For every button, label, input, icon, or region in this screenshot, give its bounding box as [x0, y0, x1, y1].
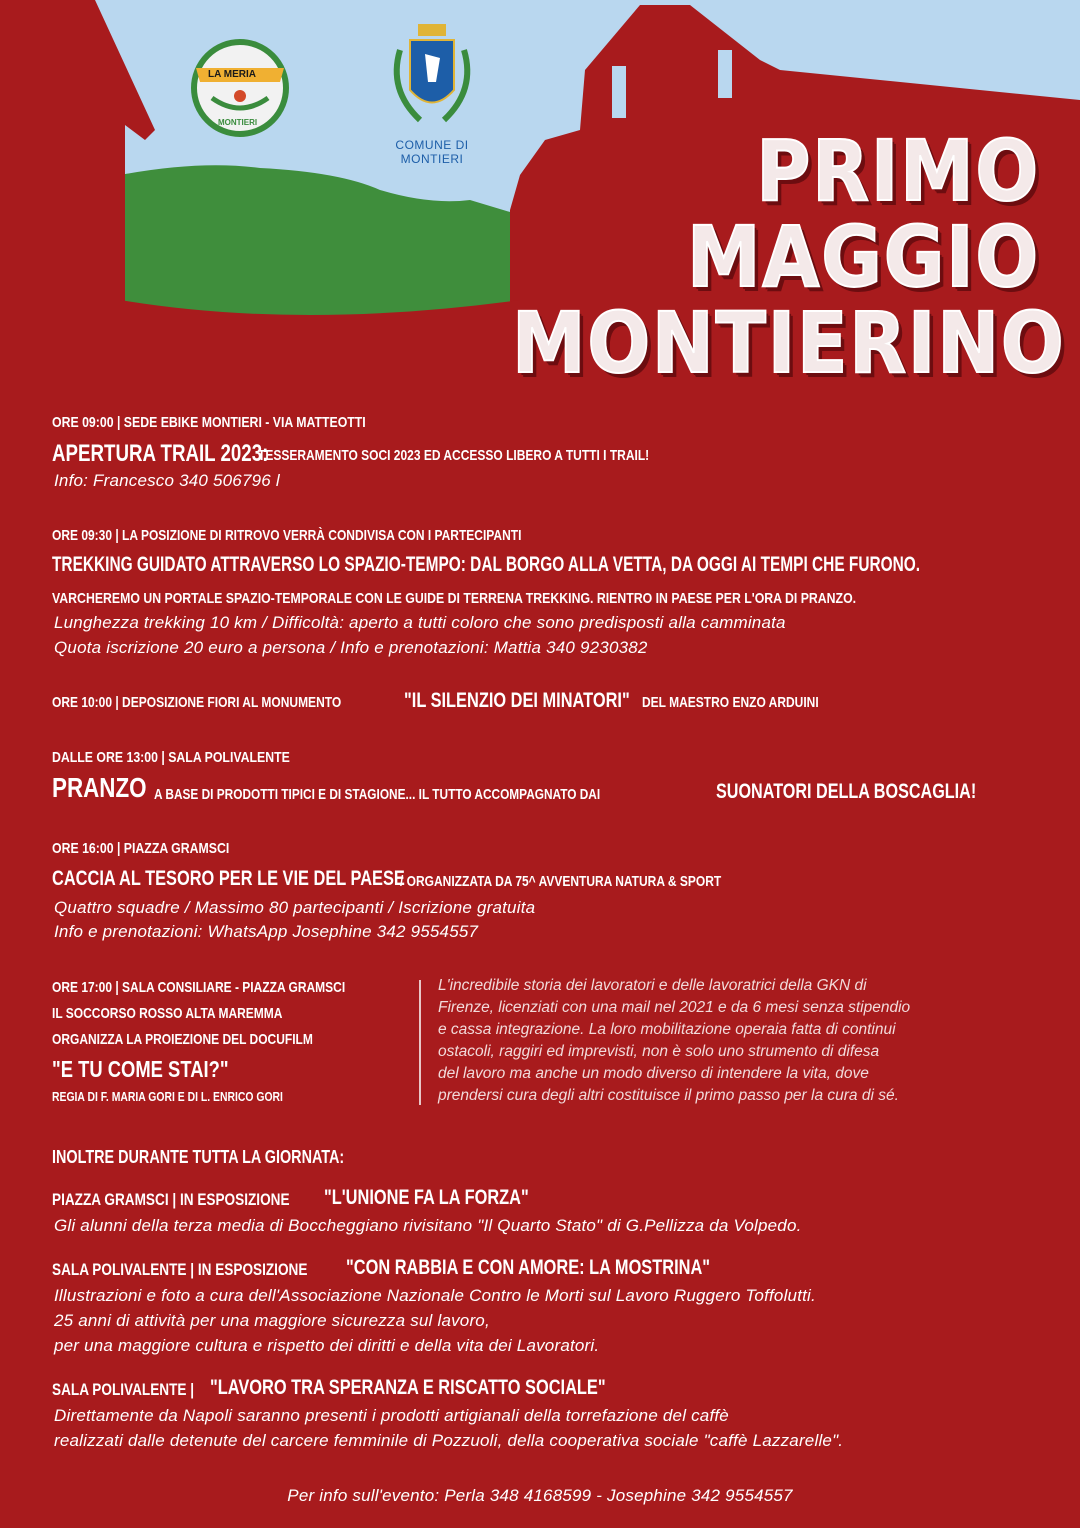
event-5-head: CACCIA AL TESORO PER LE VIE DEL PAESE	[52, 867, 405, 890]
event-5-time: ORE 16:00 | PIAZZA GRAMSCI	[52, 840, 230, 857]
event-4-tail: SUONATORI DELLA BOSCAGLIA!	[716, 780, 977, 803]
event-2-info-2: Quota iscrizione 20 euro a persona / Info e prenotazioni: Mattia 340 9230382	[54, 638, 648, 657]
event-1-info: Info: Francesco 340 506796 l	[54, 471, 280, 490]
event-1-rest: TESSERAMENTO SOCI 2023 ED ACCESSO LIBERO A TUTTI I TRAIL!	[258, 447, 650, 464]
title-line-1: PRIMO	[756, 122, 1040, 220]
all-day-heading: INOLTRE DURANTE TUTTA LA GIORNATA:	[52, 1147, 345, 1167]
coat-caption-1: COMUNE DI	[395, 138, 469, 152]
exhibit-2-place: SALA POLIVALENTE | IN ESPOSIZIONE	[52, 1260, 308, 1279]
event-6-line-2: ORGANIZZA LA PROIEZIONE DEL DOCUFILM	[52, 1031, 313, 1048]
event-3-rest: DEL MAESTRO ENZO ARDUINI	[642, 694, 819, 711]
exhibit-2-title: "CON RABBIA E CON AMORE: LA MOSTRINA"	[346, 1256, 711, 1279]
exhibit-1-title: "L'UNIONE FA LA FORZA"	[324, 1186, 529, 1209]
event-4-mid: A BASE DI PRODOTTI TIPICI E DI STAGIONE... IL TUTTO ACCOMPAGNATO DAI	[154, 786, 601, 803]
exhibit-2-desc-3: per una maggiore cultura e rispetto dei diritti e della vita dei Lavoratori.	[54, 1336, 600, 1355]
title-line-3: MONTIERINO	[512, 294, 1066, 392]
story-line: L'incredibile storia dei lavoratori e delle lavoratrici della GKN di	[438, 977, 867, 994]
event-3-head: "IL SILENZIO DEI MINATORI"	[404, 689, 630, 712]
footer-contacts: Per info sull'evento: Perla 348 4168599 - Josephine 342 9554557	[287, 1486, 793, 1505]
event-6-time: ORE 17:00 | SALA CONSILIARE - PIAZZA GRAMSCI	[52, 979, 346, 996]
event-5-info-1: Quattro squadre / Massimo 80 partecipanti / Iscrizione gratuita	[54, 898, 536, 917]
event-2-info-1: Lunghezza trekking 10 km / Difficoltà: aperto a tutti coloro che sono predisposti alla camminata	[54, 613, 786, 632]
story-line: Firenze, licenziati con una mail nel 2021 e da 6 mesi senza stipendio	[438, 999, 911, 1016]
exhibit-1-place: PIAZZA GRAMSCI | IN ESPOSIZIONE	[52, 1190, 290, 1209]
story-line: del lavoro ma anche un modo diverso di intendere la vita, dove	[438, 1065, 869, 1082]
coat-caption-2: MONTIERI	[400, 152, 464, 166]
event-5-rest: / ORGANIZZATA DA 75^ AVVENTURA NATURA & SPORT	[400, 873, 722, 890]
exhibit-2-desc-2: 25 anni di attività per una maggiore sicurezza sul lavoro,	[54, 1311, 490, 1330]
event-2-time: ORE 09:30 | LA POSIZIONE DI RITROVO VERRÀ CONDIVISA CON I PARTECIPANTI	[52, 527, 522, 544]
story-line: prendersi cura degli altri costituisce il primo passo per la cura di sé.	[438, 1087, 899, 1104]
event-4-head: PRANZO	[52, 772, 147, 803]
event-6-film: "E TU COME STAI?"	[52, 1056, 229, 1082]
event-6-divider	[419, 980, 421, 1105]
event-5-info-2: Info e prenotazioni: WhatsApp Josephine 342 9554557	[54, 922, 479, 941]
exhibit-1-desc: Gli alunni della terza media di Boccheggiano rivisitano "Il Quarto Stato" di G.Pellizza da Volpedo.	[54, 1216, 802, 1235]
exhibit-2-desc-1: Illustrazioni e foto a cura dell'Associazione Nazionale Contro le Morti sul Lavoro Ruggero Toffolutti.	[54, 1286, 816, 1305]
event-2-desc: VARCHEREMO UN PORTALE SPAZIO-TEMPORALE CON LE GUIDE DI TERRENA TREKKING. RIENTRO IN PAESE PER L'ORA DI PRANZO.	[52, 590, 857, 607]
event-1-head: APERTURA TRAIL 2023:	[52, 440, 269, 467]
event-4-time: DALLE ORE 13:00 | SALA POLIVALENTE	[52, 749, 290, 766]
title-line-2: MAGGIO	[686, 208, 1040, 306]
exhibit-3-desc-2: realizzati dalle detenute del carcere femminile di Pozzuoli, della cooperativa sociale "caffè Lazzarelle".	[54, 1431, 844, 1450]
event-2-head: TREKKING GUIDATO ATTRAVERSO LO SPAZIO-TEMPO: DAL BORGO ALLA VETTA, DA OGGI AI TEMPI CHE FURONO.	[52, 553, 921, 576]
poster-title	[440, 122, 1066, 392]
event-6-story	[438, 975, 910, 1107]
event-6-credits: REGIA DI F. MARIA GORI E DI L. ENRICO GORI	[52, 1089, 283, 1104]
exhibit-3-place: SALA POLIVALENTE |	[52, 1380, 195, 1399]
event-3-time: ORE 10:00 | DEPOSIZIONE FIORI AL MONUMENTO	[52, 694, 342, 711]
story-line: ostacoli, raggiri ed imprevisti, non è solo uno strumento di difesa	[438, 1043, 880, 1060]
event-6-line-1: IL SOCCORSO ROSSO ALTA MAREMMA	[52, 1005, 283, 1022]
logo-left-sub: MONTIERI	[218, 118, 258, 127]
exhibit-3-title: "LAVORO TRA SPERANZA E RISCATTO SOCIALE"	[210, 1376, 606, 1399]
la-meria-logo	[182, 38, 298, 138]
story-line: e cassa integrazione. La loro mobilitazione operaia fatta di continui	[438, 1021, 896, 1038]
exhibit-3-desc-1: Direttamente da Napoli saranno presenti i prodotti artigianali della torrefazione del caffè	[54, 1406, 729, 1425]
event-1-time: ORE 09:00 | SEDE EBIKE MONTIERI - VIA MATTEOTTI	[52, 414, 366, 431]
logo-left-text: LA MERIA	[208, 69, 256, 80]
